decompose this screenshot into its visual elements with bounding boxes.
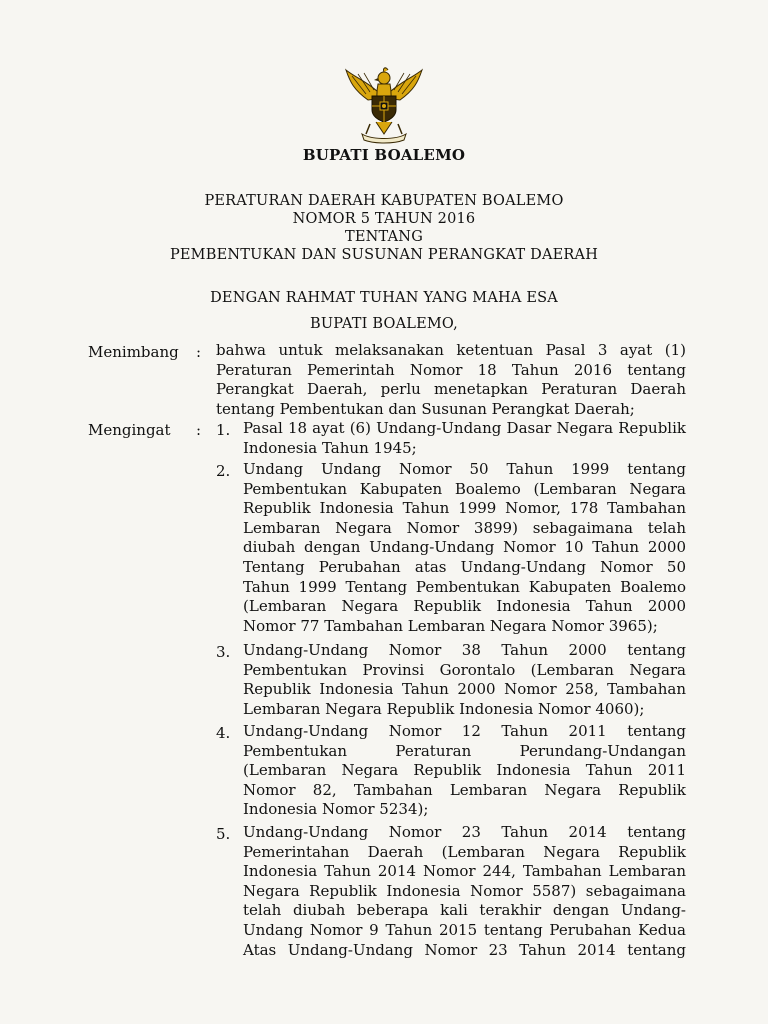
issuer-heading: BUPATI BOALEMO [302, 146, 466, 164]
list-item-number: 1. [216, 421, 231, 439]
authority: BUPATI BOALEMO, [310, 316, 458, 332]
menimbang-label: Menimbang [88, 343, 179, 361]
mengingat-label: Mengingat [88, 421, 171, 439]
list-item: Undang Undang Nomor 50 Tahun 1999 tentang Pembentukan Kabupaten Boalemo (Lembaran Negara Republik Indonesia Tahun 1999 Nomor, 178 Tambahan Lembaran Negara Nomor 3899) sebagaimana telah diubah dengan Undang-Undang Nomor 10 Tahun 2000 Tentang Perubahan atas Undang-Undang Nomor 50 Tahun 1999 Tentang Pembentukan Kabupaten Boalemo (Lembaran Negara Republik Indonesia Tahun 2000 Nomor 77 Tambahan Lembaran Negara Nomor 3965); [243, 460, 686, 635]
title-line-4: PEMBENTUKAN DAN SUSUNAN PERANGKAT DAERAH [169, 247, 599, 263]
mengingat-colon: : [196, 421, 202, 439]
list-item: Undang-Undang Nomor 38 Tahun 2000 tentang Pembentukan Provinsi Gorontalo (Lembaran Negara Republik Indonesia Tahun 2000 Nomor 258, Tambahan Lembaran Negara Republik Indonesia Nomor 4060); [243, 641, 686, 718]
garuda-emblem-icon [342, 64, 426, 144]
menimbang-text: bahwa untuk melaksanakan ketentuan Pasal 3 ayat (1) Peraturan Pemerintah Nomor 18 Tahun 2016 tentang Perangkat Daerah, perlu menetapkan Peraturan Daerah tentang Pembentukan dan Susunan Perangkat Daerah; [216, 341, 686, 418]
title-line-2: NOMOR 5 TAHUN 2016 [292, 211, 476, 227]
title-line-3: TENTANG [345, 229, 423, 245]
list-item: Undang-Undang Nomor 12 Tahun 2011 tentang Pembentukan Peraturan Perundang-Undangan (Lembaran Negara Republik Indonesia Tahun 2011 Nomor 82, Tambahan Lembaran Negara Republik Indonesia Nomor 5234); [243, 722, 686, 819]
list-item-number: 5. [216, 825, 231, 843]
list-item-number: 2. [216, 462, 231, 480]
list-item-number: 3. [216, 643, 231, 661]
list-item-number: 4. [216, 724, 231, 742]
menimbang-colon: : [196, 343, 202, 361]
list-item: Pasal 18 ayat (6) Undang-Undang Dasar Negara Republik Indonesia Tahun 1945; [243, 419, 686, 457]
invocation: DENGAN RAHMAT TUHAN YANG MAHA ESA [210, 290, 558, 306]
title-line-1: PERATURAN DAERAH KABUPATEN BOALEMO [204, 193, 564, 209]
list-item: Undang-Undang Nomor 23 Tahun 2014 tentang Pemerintahan Daerah (Lembaran Negara Republik Indonesia Tahun 2014 Nomor 244, Tambahan Lembaran Negara Republik Indonesia Nomor 5587) sebagaimana telah diubah beberapa kali terakhir dengan Undang-Undang Nomor 9 Tahun 2015 tentang Perubahan Kedua Atas Undang-Undang Nomor 23 Tahun 2014 tentang [243, 823, 686, 959]
